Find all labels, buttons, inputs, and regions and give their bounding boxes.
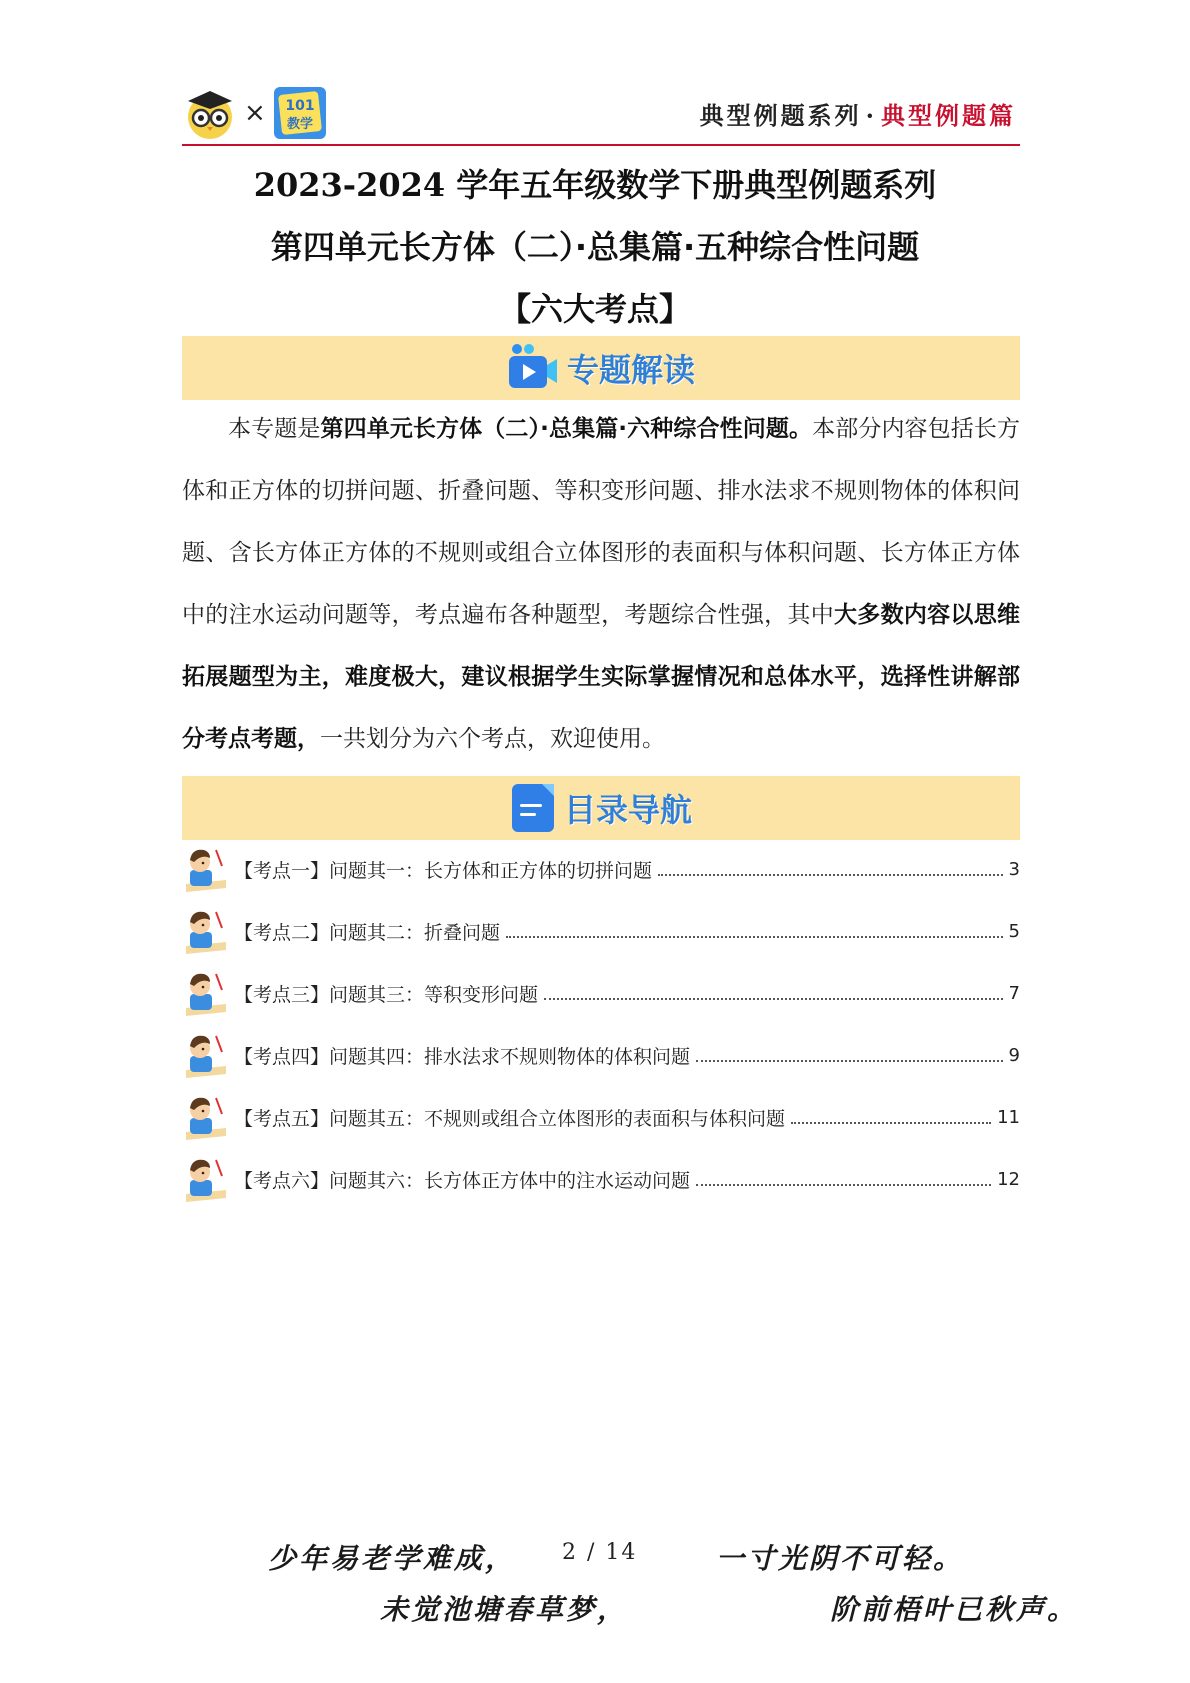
toc-label: 【考点一】问题其一：长方体和正方体的切拼问题 — [234, 859, 653, 882]
toc-leader-dots — [506, 936, 1003, 938]
footer-poem-line-2: 一寸光阴不可轻。 — [716, 1542, 965, 1575]
footer-poem-line-3: 未觉池塘春草梦， — [380, 1593, 629, 1626]
toc-label: 【考点五】问题其五：不规则或组合立体图形的表面积与体积问题 — [234, 1107, 786, 1130]
toc-leader-dots — [658, 874, 1003, 876]
toc-leader-dots — [791, 1122, 991, 1124]
toc-page-number: 5 — [1008, 920, 1020, 942]
document-list-icon — [510, 782, 556, 834]
logo-edu-text: 教学 — [286, 117, 313, 132]
toc-item-3[interactable] — [182, 962, 1020, 1024]
page-header — [182, 82, 1020, 144]
toc-item-6[interactable] — [182, 1148, 1020, 1210]
table-of-contents — [182, 838, 1020, 1210]
logo-101-text: 101 — [285, 98, 315, 114]
section-heading-interpret: 专题解读 — [566, 351, 695, 389]
page-number: 2 / 14 — [562, 1540, 638, 1565]
intro-text-3: 一共划分为六个考点，欢迎使用。 — [320, 726, 665, 752]
times-sign: × — [244, 98, 266, 128]
toc-item-2[interactable] — [182, 900, 1020, 962]
toc-label: 【考点三】问题其三：等积变形问题 — [234, 983, 539, 1006]
document-title: 2023-2024 学年五年级数学下册典型例题系列 — [253, 166, 937, 204]
intro-text-2: 本部分内容包括长方体和正方体的切拼问题、折叠问题、等积变形问题、排水法求不规则物体的体积问题、含长方体正方体的不规则或组合立体图形的表面积与体积问题、长方体正方体中的注水运动问题等，考点遍布各种题型，考题综合性强，其中 — [182, 416, 1021, 628]
video-play-icon — [507, 343, 559, 393]
toc-label: 【考点六】问题其六：长方体正方体中的注水运动问题 — [234, 1169, 691, 1192]
intro-paragraph — [182, 398, 1020, 770]
toc-label: 【考点四】问题其四：排水法求不规则物体的体积问题 — [234, 1045, 691, 1068]
toc-page-number: 7 — [1008, 982, 1020, 1004]
student-reading-icon — [182, 1092, 230, 1142]
toc-page-number: 11 — [997, 1106, 1020, 1128]
section-banner-toc — [182, 776, 1020, 840]
student-reading-icon — [182, 968, 230, 1018]
footer-poem-line-4: 阶前梧叶已秋声。 — [830, 1593, 1079, 1626]
toc-leader-dots — [696, 1184, 991, 1186]
101-edu-logo — [272, 85, 328, 141]
toc-item-1[interactable] — [182, 838, 1020, 900]
series-label — [700, 96, 1016, 131]
header-divider — [182, 144, 1020, 146]
intro-bold-1: 第四单元长方体（二）·总集篇·六种综合性问题。 — [320, 416, 813, 442]
student-reading-icon — [182, 844, 230, 894]
student-reading-icon — [182, 1154, 230, 1204]
owl-mascot-logo — [182, 85, 238, 141]
series-right: 典型例题篇 — [881, 101, 1016, 130]
toc-item-4[interactable] — [182, 1024, 1020, 1086]
intro-bold-2: 大多数内容以思维拓展题型为主，难度极大，建议根据学生实际掌握情况和总体水平，选择性讲解部分考点考题， — [182, 602, 1021, 752]
series-separator: · — [865, 101, 877, 130]
student-reading-icon — [182, 906, 230, 956]
toc-page-number: 12 — [997, 1168, 1020, 1190]
intro-text-1: 本专题是 — [228, 416, 321, 442]
header-logos — [182, 82, 328, 144]
toc-page-number: 9 — [1008, 1044, 1020, 1066]
section-heading-toc: 目录导航 — [563, 791, 692, 829]
document-tagline: 【六大考点】 — [498, 290, 691, 328]
student-reading-icon — [182, 1030, 230, 1080]
section-banner-interpret — [182, 336, 1020, 400]
footer-poem-line-1: 少年易老学难成， — [268, 1542, 517, 1575]
toc-leader-dots — [696, 1060, 1003, 1062]
toc-leader-dots — [544, 998, 1003, 1000]
toc-page-number: 3 — [1008, 858, 1020, 880]
toc-label: 【考点二】问题其二：折叠问题 — [234, 921, 501, 944]
document-subtitle: 第四单元长方体（二）·总集篇·五种综合性问题 — [270, 228, 920, 266]
toc-item-5[interactable] — [182, 1086, 1020, 1148]
series-left: 典型例题系列 — [699, 101, 862, 130]
